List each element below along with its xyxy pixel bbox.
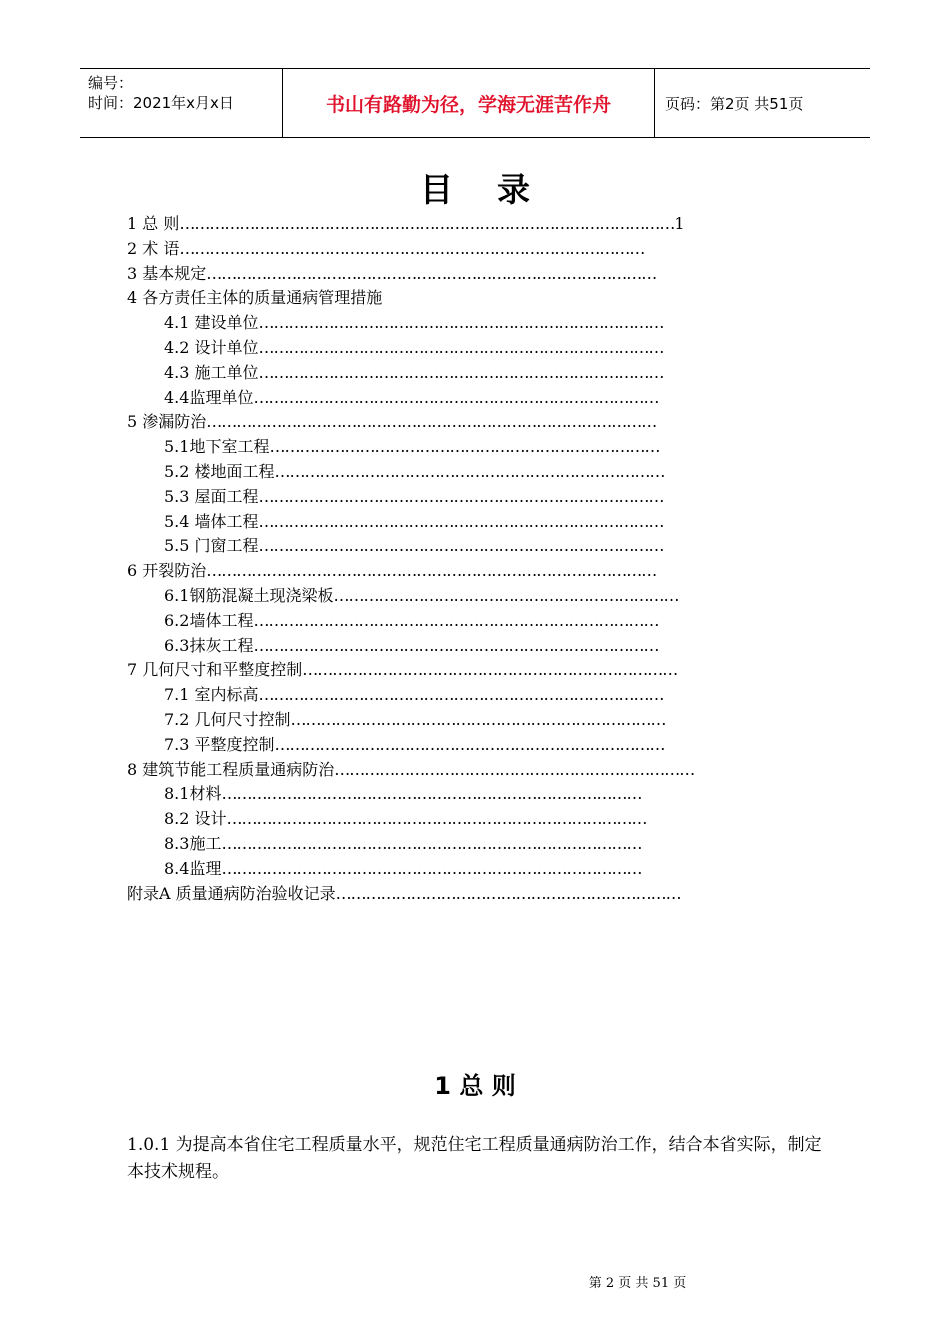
- toc-entry-label: 8.4监理: [164, 858, 222, 878]
- toc-entry-label: 8.1材料: [164, 784, 222, 804]
- toc-entry[interactable]: [127, 510, 827, 535]
- toc-title: 目录: [420, 170, 574, 209]
- document-header-table: [80, 68, 870, 138]
- toc-entry[interactable]: [127, 782, 827, 807]
- section-paragraph: 1.0.1 为提高本省住宅工程质量水平，规范住宅工程质量通病防治工作，结合本省实际，制定本技术规程。: [127, 1135, 822, 1182]
- toc-leader-dots: …………………………………………………………………………: [226, 809, 647, 829]
- toc-leader-dots: …………………………………………………………………: [302, 660, 678, 680]
- toc-entry-label: 5.5 门窗工程: [164, 536, 259, 556]
- toc-entry-label: 5 渗漏防治: [127, 412, 207, 432]
- toc-leader-dots: ………………………………………………………………………………: [206, 412, 657, 432]
- toc-leader-dots: …………………………………………………………………………: [221, 858, 642, 878]
- toc-entry-label: 7.2 几何尺寸控制: [164, 709, 291, 729]
- date-label: 时间：2021年x月x日: [88, 94, 234, 112]
- toc-entry-label: 7.3 平整度控制: [164, 734, 275, 754]
- toc-entry-label: 8 建筑节能工程质量通病防治: [127, 759, 335, 779]
- toc-entry[interactable]: [127, 559, 827, 584]
- toc-entry[interactable]: [127, 386, 827, 411]
- toc-entry[interactable]: [127, 212, 827, 237]
- toc-entry-label: 5.2 楼地面工程: [164, 461, 275, 481]
- toc-entry[interactable]: [127, 882, 827, 907]
- toc-entry-label: 附录A 质量通病防治验收记录: [127, 883, 336, 903]
- toc-entry-label: 4 各方责任主体的质量通病管理措施: [127, 288, 383, 308]
- toc-leader-dots: ………………………………………………………………………: [258, 511, 664, 531]
- page-footer: 第 2 页 共 51 页: [588, 1276, 687, 1291]
- toc-leader-dots: ………………………………………………………………………: [253, 610, 659, 630]
- toc-entry-label: 5.3 屋面工程: [164, 486, 259, 506]
- toc-entry-label: 3 基本规定: [127, 263, 207, 283]
- toc-entry[interactable]: [127, 336, 827, 361]
- toc-entry[interactable]: [127, 460, 827, 485]
- toc-leader-dots: ………………………………………………………………………………………: [179, 214, 675, 233]
- toc-entry[interactable]: [127, 485, 827, 510]
- toc-entry[interactable]: [127, 410, 827, 435]
- toc-entry-label: 4.3 施工单位: [164, 362, 259, 382]
- toc-leader-dots: ………………………………………………………………………: [258, 337, 664, 357]
- toc-leader-dots: …………………………………………………………………………: [221, 833, 642, 853]
- toc-leader-dots: ………………………………………………………………………: [258, 362, 664, 382]
- toc-entry-label: 6.3抹灰工程: [164, 635, 254, 655]
- number-label: 编号：: [88, 74, 134, 92]
- toc-entry[interactable]: [127, 584, 827, 609]
- toc-entry[interactable]: [127, 832, 827, 857]
- toc-entry[interactable]: [127, 262, 827, 287]
- toc-entry[interactable]: [127, 534, 827, 559]
- toc-entry-label: 5.4 墙体工程: [164, 511, 259, 531]
- toc-entry-label: 4.4监理单位: [164, 387, 254, 407]
- toc-leader-dots: ………………………………………………………………………: [253, 635, 659, 655]
- toc-entry[interactable]: [127, 311, 827, 336]
- toc-leader-dots: ………………………………………………………………………………: [206, 263, 657, 283]
- toc-leader-dots: ………………………………………………………………………: [258, 486, 664, 506]
- toc-entry[interactable]: [127, 758, 827, 783]
- section-heading: 1 总 则: [434, 1072, 516, 1100]
- toc-leader-dots: ……………………………………………………………………: [274, 734, 665, 754]
- toc-leader-dots: ……………………………………………………………………: [269, 437, 660, 457]
- toc-leader-dots: …………………………………………………………………: [290, 709, 666, 729]
- toc-leader-dots: …………………………………………………………………………: [221, 784, 642, 804]
- toc-entry-label: 2 术 语: [127, 238, 180, 258]
- toc-leader-dots: ………………………………………………………………: [334, 759, 695, 779]
- toc-entry[interactable]: [127, 857, 827, 882]
- toc-entry[interactable]: [127, 609, 827, 634]
- toc-entry[interactable]: [127, 361, 827, 386]
- toc-leader-dots: ……………………………………………………………: [333, 585, 679, 605]
- toc-leader-dots: ……………………………………………………………………: [274, 461, 665, 481]
- toc-page-number: 1: [674, 214, 685, 233]
- toc-leader-dots: ………………………………………………………………………: [258, 685, 664, 705]
- toc-entry[interactable]: [127, 435, 827, 460]
- toc-entry-label: 5.1地下室工程: [164, 437, 270, 457]
- toc-entry[interactable]: [127, 634, 827, 659]
- toc-entry[interactable]: [127, 708, 827, 733]
- toc-entry-label: 6.1钢筋混凝土现浇梁板: [164, 585, 334, 605]
- toc-entry-label: 7.1 室内标高: [164, 685, 259, 705]
- header-middle-cell: [282, 69, 655, 137]
- toc-entry-label: 6 开裂防治: [127, 561, 207, 581]
- toc-entry-label: 8.2 设计: [164, 809, 227, 829]
- motto-text: 书山有路勤为径，学海无涯苦作舟: [325, 93, 611, 116]
- toc-entry-label: 6.2墙体工程: [164, 610, 254, 630]
- toc-entry-label: 7 几何尺寸和平整度控制: [127, 660, 303, 680]
- toc-entry-label: 4.1 建设单位: [164, 313, 259, 333]
- toc-entry[interactable]: [127, 286, 827, 311]
- toc-leader-dots: ………………………………………………………………………: [253, 387, 659, 407]
- toc-leader-dots: ………………………………………………………………………: [258, 313, 664, 333]
- toc-leader-dots: …………………………………………………………………………………: [179, 238, 645, 258]
- toc-entry[interactable]: [127, 683, 827, 708]
- table-of-contents: [127, 212, 827, 906]
- toc-leader-dots: ………………………………………………………………………: [258, 536, 664, 556]
- toc-entry[interactable]: [127, 733, 827, 758]
- toc-entry-label: 1 总 则: [127, 214, 180, 233]
- toc-leader-dots: ……………………………………………………………: [335, 883, 681, 903]
- header-left-cell: [80, 69, 282, 137]
- toc-entry-label: 8.3施工: [164, 833, 222, 853]
- header-right-cell: [655, 69, 870, 137]
- toc-entry[interactable]: [127, 237, 827, 262]
- toc-entry-label: 4.2 设计单位: [164, 337, 259, 357]
- toc-entry[interactable]: [127, 658, 827, 683]
- toc-entry[interactable]: [127, 807, 827, 832]
- page-info: 页码：第2页 共51页: [665, 94, 804, 113]
- toc-leader-dots: ………………………………………………………………………………: [206, 561, 657, 581]
